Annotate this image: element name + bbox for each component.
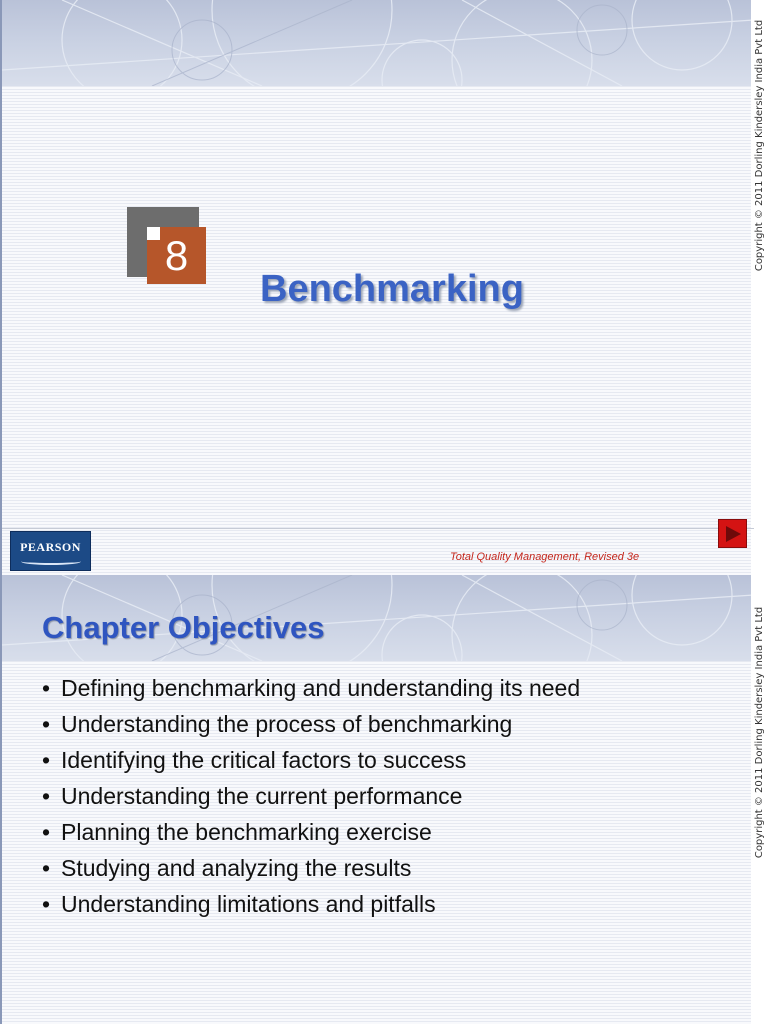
list-item: • Identifying the critical factors to success (42, 747, 467, 773)
next-slide-button[interactable] (718, 519, 747, 548)
play-triangle-icon (726, 526, 741, 542)
slide-title: Benchmarking (260, 268, 524, 310)
pearson-logo (10, 531, 91, 571)
copyright-notice (751, 0, 768, 290)
copyright-text: Copyright © 2011 Dorling Kindersley India Pvt Ltd (754, 606, 766, 859)
list-item: • Understanding limitations and pitfalls (42, 891, 436, 917)
objectives-list (42, 670, 580, 922)
slide-title: Chapter Objectives (42, 610, 325, 645)
list-item: • Understanding the current performance (42, 783, 463, 809)
list-item: • Studying and analyzing the results (42, 855, 412, 881)
header-decoration (2, 0, 754, 86)
footer-book-title: Total Quality Management, Revised 3e (450, 551, 640, 563)
chapter-number-icon (127, 207, 207, 285)
chapter-number: 8 (164, 231, 189, 279)
list-item: • Defining benchmarking and understanding its need (42, 675, 581, 701)
header-band (2, 0, 754, 86)
list-item: • Planning the benchmarking exercise (42, 819, 432, 845)
pearson-logo-text: PEARSON (20, 540, 81, 554)
footer-divider (2, 528, 754, 529)
objectives-slide (0, 575, 768, 1024)
list-item: • Understanding the process of benchmarking (42, 711, 513, 737)
copyright-text: Copyright © 2011 Dorling Kindersley India Pvt Ltd (754, 19, 766, 271)
copyright-notice (751, 575, 768, 890)
